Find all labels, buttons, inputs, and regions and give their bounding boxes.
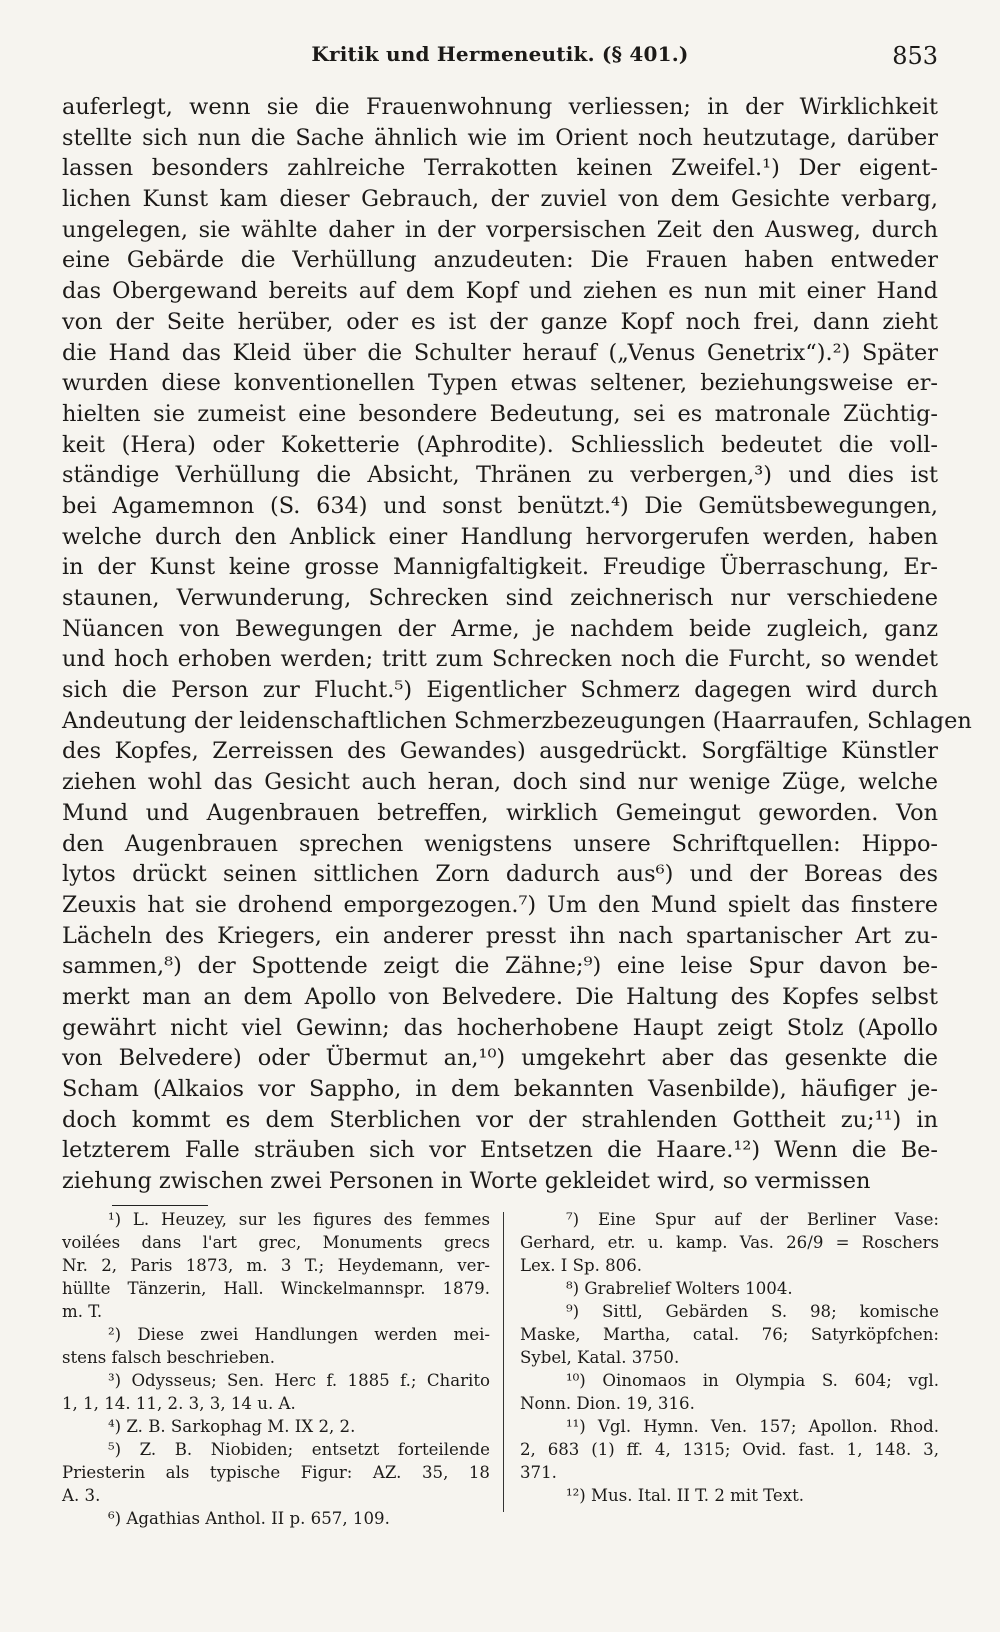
footnote-line: ¹⁰) Oinomaos in Olympia S. 604; vgl. <box>566 1371 939 1390</box>
body-line: merkt man an dem Apollo von Belvedere. Die Haltung des Kopfes selbst <box>62 983 938 1010</box>
footnote-line: ¹²) Mus. Ital. II T. 2 mit Text. <box>566 1486 805 1505</box>
footnote-line: Gerhard, etr. u. kamp. Vas. 26/9 = Roschers <box>520 1233 939 1252</box>
body-line: welche durch den Anblick einer Handlung hervorgerufen werden, haben <box>62 523 938 550</box>
page-number: 853 <box>892 42 938 70</box>
footnote-line: 1, 1, 14. 11, 2. 3, 3, 14 u. A. <box>62 1394 296 1413</box>
body-line: sammen,⁸) der Spottende zeigt die Zähne;⁹) eine leise Spur davon be- <box>62 953 938 980</box>
body-line: von Belvedere) oder Übermut an,¹⁰) umgekehrt aber das gesenkte die <box>62 1045 938 1072</box>
footnotes-left-column <box>62 1208 490 1530</box>
body-line: Lächeln des Kriegers, ein anderer presst ihn nach spartanischer Art zu- <box>62 922 938 949</box>
body-line: Mund und Augenbrauen betreffen, wirklich Gemeingut geworden. Von <box>62 799 938 826</box>
body-line: Andeutung der leidenschaftlichen Schmerzbezeugungen (Haarraufen, Schlagen <box>62 707 972 734</box>
footnote-line: ²) Diese zwei Handlungen werden mei- <box>108 1325 490 1344</box>
running-title: Kritik und Hermeneutik. (§ 401.) <box>311 42 689 66</box>
running-header <box>62 42 938 82</box>
footnote-line: 371. <box>520 1463 557 1482</box>
body-line: des Kopfes, Zerreissen des Gewandes) ausgedrückt. Sorgfältige Künstler <box>62 738 938 765</box>
footnote-line: ⁴) Z. B. Sarkophag M. IX 2, 2. <box>108 1417 356 1436</box>
body-line: lassen besonders zahlreiche Terrakotten keinen Zweifel.¹) Der eigent- <box>62 155 938 182</box>
footnote-line: A. 3. <box>62 1486 101 1505</box>
body-line: das Obergewand bereits auf dem Kopf und ziehen es nun mit einer Hand <box>62 278 938 305</box>
footnote-line: ⁶) Agathias Anthol. II p. 657, 109. <box>108 1509 390 1528</box>
body-line: hielten sie zumeist eine besondere Bedeutung, sei es matronale Züchtig- <box>62 400 938 427</box>
footnote-line: Sybel, Katal. 3750. <box>520 1348 680 1367</box>
body-line: ziehen wohl das Gesicht auch heran, doch sind nur wenige Züge, welche <box>62 769 938 796</box>
body-line: letzterem Falle sträuben sich vor Entsetzen die Haare.¹²) Wenn die Be- <box>62 1137 938 1164</box>
footnote-line: ⁵) Z. B. Niobiden; entsetzt forteilende <box>108 1440 490 1459</box>
body-line: Zeuxis hat sie drohend emporgezogen.⁷) Um den Mund spielt das finstere <box>62 891 938 918</box>
body-line: ständige Verhüllung die Absicht, Thränen zu verbergen,³) und dies ist <box>62 462 938 489</box>
body-line: ungelegen, sie wählte daher in der vorpersischen Zeit den Ausweg, durch <box>62 216 938 243</box>
footnote-line: Nr. 2, Paris 1873, m. 3 T.; Heydemann, ver- <box>62 1256 490 1275</box>
footnote-line: Maske, Martha, catal. 76; Satyrköpfchen: <box>520 1325 939 1344</box>
footnote-line: Priesterin als typische Figur: AZ. 35, 18 <box>62 1463 490 1482</box>
footnote-line: ¹) L. Heuzey, sur les figures des femmes <box>108 1210 490 1229</box>
body-line: die Hand das Kleid über die Schulter herauf („Venus Genetrix“).²) Später <box>62 339 938 366</box>
body-line: den Augenbrauen sprechen wenigstens unsere Schriftquellen: Hippo- <box>62 830 938 857</box>
body-line: wurden diese konventionellen Typen etwas seltener, beziehungsweise er- <box>62 370 938 397</box>
footnote-line: m. T. <box>62 1302 103 1321</box>
body-line: doch kommt es dem Sterblichen vor der strahlenden Gottheit zu;¹¹) in <box>62 1106 938 1133</box>
body-line: eine Gebärde die Verhüllung anzudeuten: Die Frauen haben entweder <box>62 247 938 274</box>
footnote-line: stens falsch beschrieben. <box>62 1348 275 1367</box>
footnote-line: Nonn. Dion. 19, 316. <box>520 1394 695 1413</box>
body-line: und hoch erhoben werden; tritt zum Schrecken noch die Furcht, so wendet <box>62 646 938 673</box>
body-line: lichen Kunst kam dieser Gebrauch, der zuviel von dem Gesichte verbarg, <box>62 186 938 213</box>
body-line: staunen, Verwunderung, Schrecken sind zeichnerisch nur verschiedene <box>62 585 938 611</box>
body-line: keit (Hera) oder Koketterie (Aphrodite). Schliesslich bedeutet die voll- <box>62 431 938 458</box>
body-line: Scham (Alkaios vor Sappho, in dem bekannten Vasenbilde), häufiger je- <box>62 1076 938 1102</box>
main-text <box>62 92 972 1197</box>
body-line: gewährt nicht viel Gewinn; das hocherhobene Haupt zeigt Stolz (Apollo <box>62 1014 938 1041</box>
footnote-line: Lex. I Sp. 806. <box>520 1256 643 1275</box>
body-line: von der Seite herüber, oder es ist der ganze Kopf noch frei, dann zieht <box>62 308 938 335</box>
body-line: auferlegt, wenn sie die Frauenwohnung verliessen; in der Wirklichkeit <box>62 94 938 120</box>
body-line: sich die Person zur Flucht.⁵) Eigentlicher Schmerz dagegen wird durch <box>62 677 938 704</box>
body-line: bei Agamemnon (S. 634) und sonst benützt.⁴) Die Gemütsbewegungen, <box>62 492 938 519</box>
footnote-line: ⁹) Sittl, Gebärden S. 98; komische <box>566 1302 939 1321</box>
footnote-line: hüllte Tänzerin, Hall. Winckelmannspr. 1879. <box>62 1279 490 1298</box>
footnote-line: 2, 683 (1) ff. 4, 1315; Ovid. fast. 1, 148. 3, <box>520 1440 939 1459</box>
footnote-line: ⁸) Grabrelief Wolters 1004. <box>566 1279 793 1298</box>
body-line: lytos drückt seinen sittlichen Zorn dadurch aus⁶) und der Boreas des <box>62 861 938 888</box>
footnote-rule <box>112 1205 208 1206</box>
footnote-column-divider <box>503 1212 504 1512</box>
footnote-line: voilées dans l'art grec, Monuments grecs <box>62 1233 490 1252</box>
body-line: stellte sich nun die Sache ähnlich wie im Orient noch heutzutage, darüber <box>62 124 938 151</box>
body-line: ziehung zwischen zwei Personen in Worte gekleidet wird, so vermissen <box>62 1168 871 1195</box>
body-line: in der Kunst keine grosse Mannigfaltigkeit. Freudige Überraschung, Er- <box>62 554 938 581</box>
footnote-line: ¹¹) Vgl. Hymn. Ven. 157; Apollon. Rhod. <box>566 1417 939 1436</box>
body-line: Nüancen von Bewegungen der Arme, je nachdem beide zugleich, ganz <box>62 615 938 642</box>
footnote-line: ³) Odysseus; Sen. Herc f. 1885 f.; Charito <box>108 1371 490 1390</box>
footnote-line: ⁷) Eine Spur auf der Berliner Vase: <box>566 1210 939 1229</box>
footnotes-right-column <box>520 1208 939 1507</box>
